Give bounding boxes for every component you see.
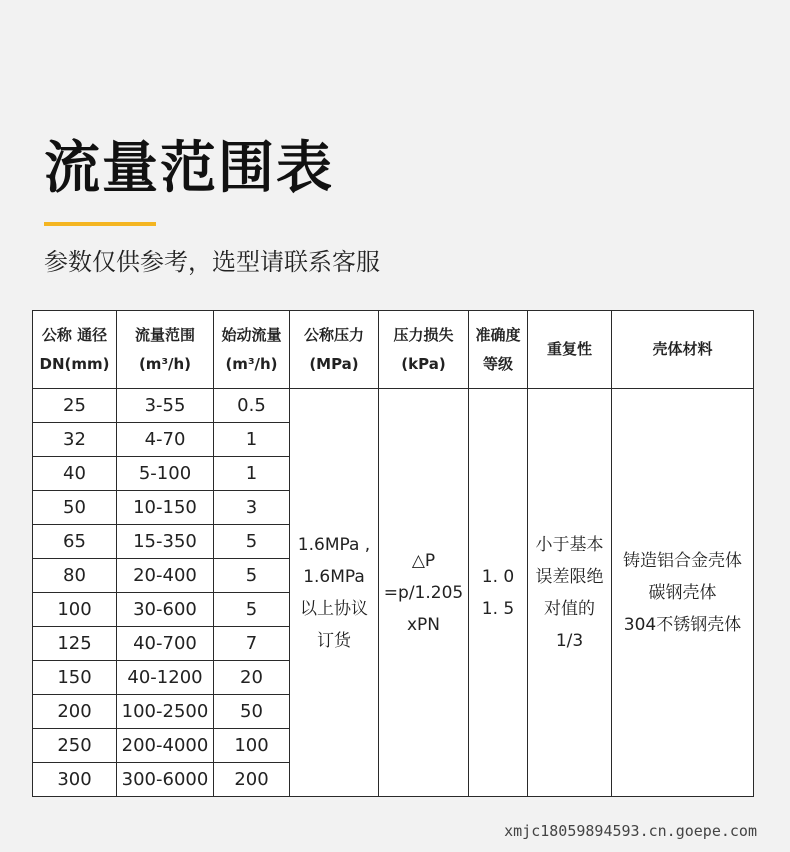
start-flow-cell: 5 — [214, 559, 290, 593]
column-header-line: 重复性 — [546, 340, 592, 358]
start-flow-cell: 1 — [214, 423, 290, 457]
flow-range-table — [32, 310, 754, 797]
flow-range-cell: 40-1200 — [117, 661, 214, 695]
flow-range-cell: 10-150 — [117, 491, 214, 525]
flow-range-cell: 300-6000 — [117, 763, 214, 797]
column-header — [469, 311, 528, 389]
repeatability-cell — [528, 389, 612, 797]
dn-cell: 65 — [33, 525, 117, 559]
dn-cell: 150 — [33, 661, 117, 695]
start-flow-cell: 7 — [214, 627, 290, 661]
pressure-loss-cell — [379, 389, 469, 797]
column-header — [290, 311, 379, 389]
column-header — [117, 311, 214, 389]
start-flow-cell: 50 — [214, 695, 290, 729]
cell-text-line: 1. 0 — [481, 566, 515, 587]
start-flow-cell: 5 — [214, 525, 290, 559]
cell-text-line: 1/3 — [555, 630, 584, 651]
cell-text-line: 1.6MPa , — [297, 534, 371, 555]
start-flow-cell: 3 — [214, 491, 290, 525]
column-header-line: 压力损失 — [393, 325, 454, 344]
column-header — [379, 311, 469, 389]
cell-text-line: 1. 5 — [481, 598, 515, 619]
column-header-line: (kPa) — [401, 354, 446, 373]
cell-text-line: xPN — [406, 614, 441, 635]
flow-range-cell: 200-4000 — [117, 729, 214, 763]
cell-text-line: 碳钢壳体 — [648, 582, 717, 603]
column-header — [33, 311, 117, 389]
flow-range-cell: 20-400 — [117, 559, 214, 593]
cell-text-line: 铸造铝合金壳体 — [623, 550, 742, 571]
dn-cell: 125 — [33, 627, 117, 661]
start-flow-cell: 5 — [214, 593, 290, 627]
dn-cell: 200 — [33, 695, 117, 729]
flow-range-cell: 100-2500 — [117, 695, 214, 729]
flow-range-cell: 40-700 — [117, 627, 214, 661]
cell-text-line: 304不锈钢壳体 — [623, 614, 742, 635]
column-header-line: 流量范围 — [134, 325, 195, 344]
column-header-line: 等级 — [482, 354, 513, 373]
start-flow-cell: 1 — [214, 457, 290, 491]
housing-material-cell — [612, 389, 754, 797]
dn-cell: 25 — [33, 389, 117, 423]
table-row — [33, 389, 754, 423]
dn-cell: 250 — [33, 729, 117, 763]
dn-cell: 300 — [33, 763, 117, 797]
column-header — [528, 311, 612, 389]
start-flow-cell: 100 — [214, 729, 290, 763]
page-title: 流量范围表 — [44, 136, 334, 201]
title-accent-bar — [44, 222, 156, 226]
dn-cell: 100 — [33, 593, 117, 627]
table-header-row — [33, 311, 754, 389]
cell-text-line: 对值的 — [544, 598, 595, 619]
cell-text-line: 小于基本 — [535, 534, 604, 555]
column-header-line: (m³/h) — [138, 354, 192, 373]
column-header-line: 始动流量 — [221, 325, 282, 344]
column-header-line: (MPa) — [309, 354, 359, 373]
page-subtitle: 参数仅供参考，选型请联系客服 — [44, 248, 380, 276]
column-header-line: DN(mm) — [39, 354, 110, 373]
start-flow-cell: 200 — [214, 763, 290, 797]
start-flow-cell: 0.5 — [214, 389, 290, 423]
column-header — [612, 311, 754, 389]
cell-text-line: △P — [411, 550, 436, 571]
flow-range-cell: 15-350 — [117, 525, 214, 559]
column-header-line: 公称压力 — [303, 325, 364, 344]
dn-cell: 50 — [33, 491, 117, 525]
pressure-cell — [290, 389, 379, 797]
cell-text-line: =p/1.205 — [383, 582, 464, 603]
column-header — [214, 311, 290, 389]
column-header-line: (m³/h) — [225, 354, 278, 373]
start-flow-cell: 20 — [214, 661, 290, 695]
cell-text-line: 以上协议 — [300, 598, 368, 619]
cell-text-line: 1.6MPa — [303, 566, 365, 587]
accuracy-cell — [469, 389, 528, 797]
cell-text-line: 误差限绝 — [535, 566, 604, 587]
column-header-line: 公称 通径 — [41, 325, 108, 344]
flow-range-cell: 4-70 — [117, 423, 214, 457]
dn-cell: 40 — [33, 457, 117, 491]
flow-range-cell: 5-100 — [117, 457, 214, 491]
dn-cell: 80 — [33, 559, 117, 593]
column-header-line: 壳体材料 — [652, 340, 713, 358]
dn-cell: 32 — [33, 423, 117, 457]
cell-text-line: 订货 — [317, 630, 351, 651]
footer-watermark: xmjc18059894593.cn.goepe.com — [504, 822, 757, 840]
column-header-line: 准确度 — [475, 325, 521, 344]
flow-range-cell: 30-600 — [117, 593, 214, 627]
flow-range-cell: 3-55 — [117, 389, 214, 423]
